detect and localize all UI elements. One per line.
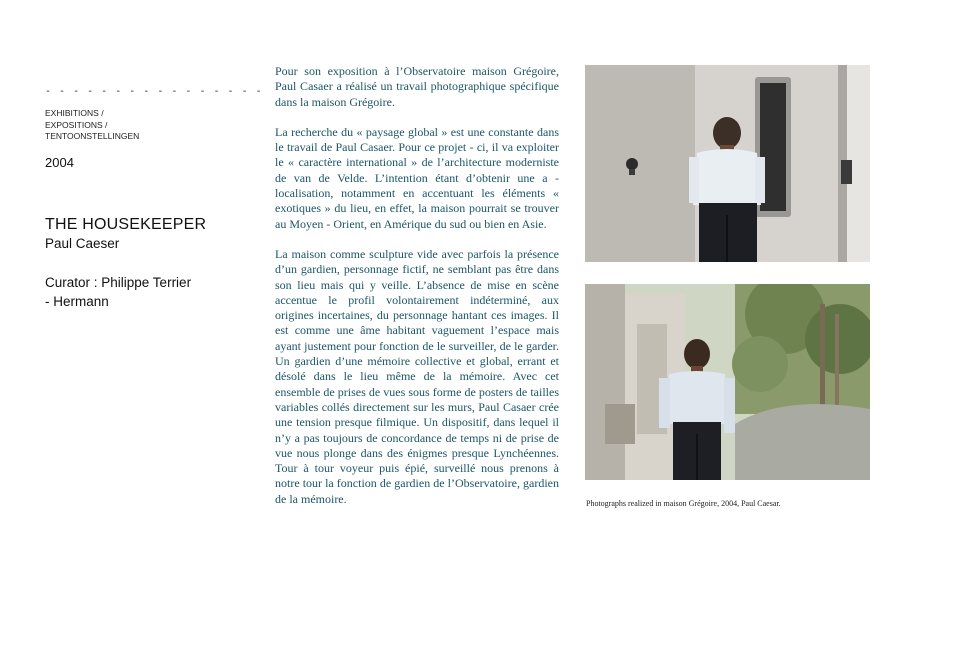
paragraph-global-landscape: La recherche du « paysage global » est une constante dans le travail de Paul Casaer. Pour ce projet - ci, il va exploiter le « caractère international » de l’architecture moderniste de van de Velde. L’intention étant d’obtenir une a - localisation, notamment en accentuant les éléments « exotiques » du lieu, en effet, la maison pourrait se trouver au Moyen - Orient, en Amérique du sud ou bien en Asie.	[275, 124, 559, 231]
dashed-divider: - - - - - - - - - - - - - - - -	[45, 86, 263, 97]
exhibition-title: THE HOUSEKEEPER	[45, 215, 207, 233]
exhibition-year: 2004	[45, 154, 74, 170]
curator-credit: Curator : Philippe Terrier - Hermann	[45, 274, 192, 309]
category-exhibitions: EXHIBITIONS /	[45, 108, 104, 118]
artist-name: Paul Caeser	[45, 235, 120, 251]
category-tentoonstellingen: TENTOONSTELLINGEN	[45, 131, 140, 141]
category-expositions: EXPOSITIONS /	[45, 119, 108, 130]
paragraph-intro: Pour son exposition à l’Observatoire maison Grégoire, Paul Casaer a réalisé un travail photographique spécifique dans la maison Grégoire.	[275, 64, 559, 109]
sidebar	[45, 86, 263, 311]
photo-man-in-garden	[585, 284, 870, 480]
body-text	[275, 64, 559, 522]
photo-caption: Photographs realized in maison Grégoire, 2004, Paul Caesar.	[586, 499, 781, 508]
photo-man-at-door	[585, 65, 870, 262]
category-list	[45, 108, 255, 143]
paragraph-housekeeper: La maison comme sculpture vide avec parfois la présence d’un gardien, personnage fictif, ne semblant pas être dans son lieu mais qui y veille. L’absence de mise en scène accentue le profil volontairement indéterminé, aux origines incertaines, du personnage hantant ces images. Il est comme une âme habitant vaguement l’espace mais ayant justement pour fonction de le surveiller, de le garder. Un gardien d’une mémoire collective et global, errant et désolé dans le lieu même de la mémoire. Avec cet ensemble de prises de vues sous forme de posters de tailles variables collés directement sur les murs, Paul Casaer crée une tension presque filmique. Un dispositif, dans lequel il n’y a pas toujours de concordance de temps ni de prise de vue nous plonge dans des énigmes presque Lynchéennes. Tour à tour voyeur puis épié, surveillé nous prenons à notre tour la fonction de gardien de l’Observatoire, gardien de la mémoire.	[275, 246, 559, 506]
